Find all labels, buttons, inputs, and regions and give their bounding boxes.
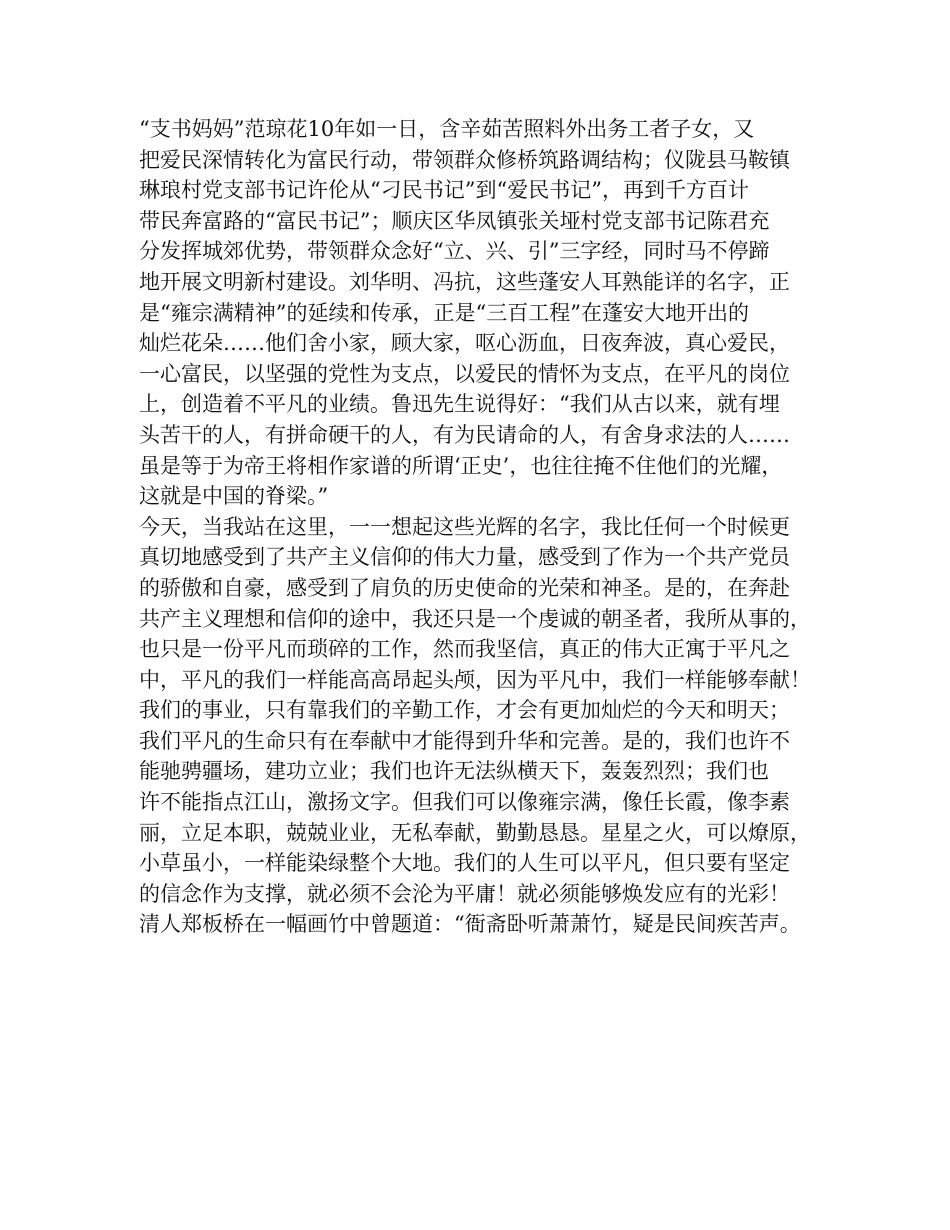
text-line: 把爱民深情转化为富民行动，带领群众修桥筑路调结构；仪陇县马鞍镇 xyxy=(139,147,790,172)
text-line: 共产主义理想和信仰的途中，我还只是一个虔诚的朝圣者，我所从事的， xyxy=(139,606,811,631)
text-line: 虽是等于为帝王将相作家谱的所谓‘正史’，也往往掩不住他们的光耀， xyxy=(139,453,783,478)
text-line: 一心富民，以坚强的党性为支点，以爱民的情怀为支点，在平凡的岗位 xyxy=(139,361,790,386)
text-line: 真切地感受到了共产主义信仰的伟大力量，感受到了作为一个共产党员 xyxy=(139,545,790,570)
text-line: 上，创造着不平凡的业绩。鲁迅先生说得好：“我们从古以来，就有埋 xyxy=(139,392,780,417)
text-line: 地开展文明新村建设。刘华明、冯抗，这些蓬安人耳熟能详的名字，正 xyxy=(139,269,790,294)
text-line: 我们平凡的生命只有在奉献中才能得到升华和完善。是的，我们也许不 xyxy=(139,728,790,753)
body-text xyxy=(139,114,839,940)
text-line: 丽，立足本职，兢兢业业，无私奉献，勤勤恳恳。星星之火，可以燎原， xyxy=(139,820,811,845)
text-line: 小草虽小，一样能染绿整个大地。我们的人生可以平凡，但只要有坚定 xyxy=(139,851,790,876)
text-line: 能驰骋疆场，建功立业；我们也许无法纵横天下，轰轰烈烈；我们也 xyxy=(139,759,769,784)
text-line: 这就是中国的脊梁。” xyxy=(139,484,329,509)
text-line: 也只是一份平凡而琐碎的工作，然而我坚信，真正的伟大正寓于平凡之 xyxy=(139,637,790,662)
text-line: 的骄傲和自豪，感受到了肩负的历史使命的光荣和神圣。是的，在奔赴 xyxy=(139,575,790,600)
text-line: 的信念作为支撑，就必须不会沦为平庸！就必须能够焕发应有的光彩！ xyxy=(139,881,790,906)
text-line: 琳琅村党支部书记许伦从“刁民书记”到“爱民书记”，再到千方百计 xyxy=(139,178,749,203)
text-line: 分发挥城郊优势，带领群众念好“立、兴、引”三字经，同时马不停蹄 xyxy=(139,239,770,264)
text-line: 今天，当我站在这里，一一想起这些光辉的名字，我比任何一个时候更 xyxy=(139,514,790,539)
text-line: “支书妈妈”范琼花10年如一日，含辛茹苦照料外出务工者子女，又 xyxy=(139,117,755,141)
text-line: 清人郑板桥在一幅画竹中曾题道：“衙斋卧听萧萧竹，疑是民间疾苦声。 xyxy=(139,912,801,937)
text-line: 中，平凡的我们一样能高高昂起头颅，因为平凡中，我们一样能够奉献！ xyxy=(139,667,811,692)
text-line: 灿烂花朵……他们舍小家，顾大家，呕心沥血，日夜奔波，真心爱民， xyxy=(139,331,790,356)
text-line: 许不能指点江山，激扬文字。但我们可以像雍宗满，像任长霞，像李素 xyxy=(139,790,790,815)
text-line: 头苦干的人，有拼命硬干的人，有为民请命的人，有舍身求法的人…… xyxy=(139,422,790,447)
text-line: 带民奔富路的“富民书记”；顺庆区华凤镇张关垭村党支部书记陈君充 xyxy=(139,208,770,233)
text-line: 是“雍宗满精神”的延续和传承，正是“三百工程”在蓬安大地开出的 xyxy=(139,300,749,325)
text-line: 我们的事业，只有靠我们的辛勤工作，才会有更加灿烂的今天和明天； xyxy=(139,698,790,723)
